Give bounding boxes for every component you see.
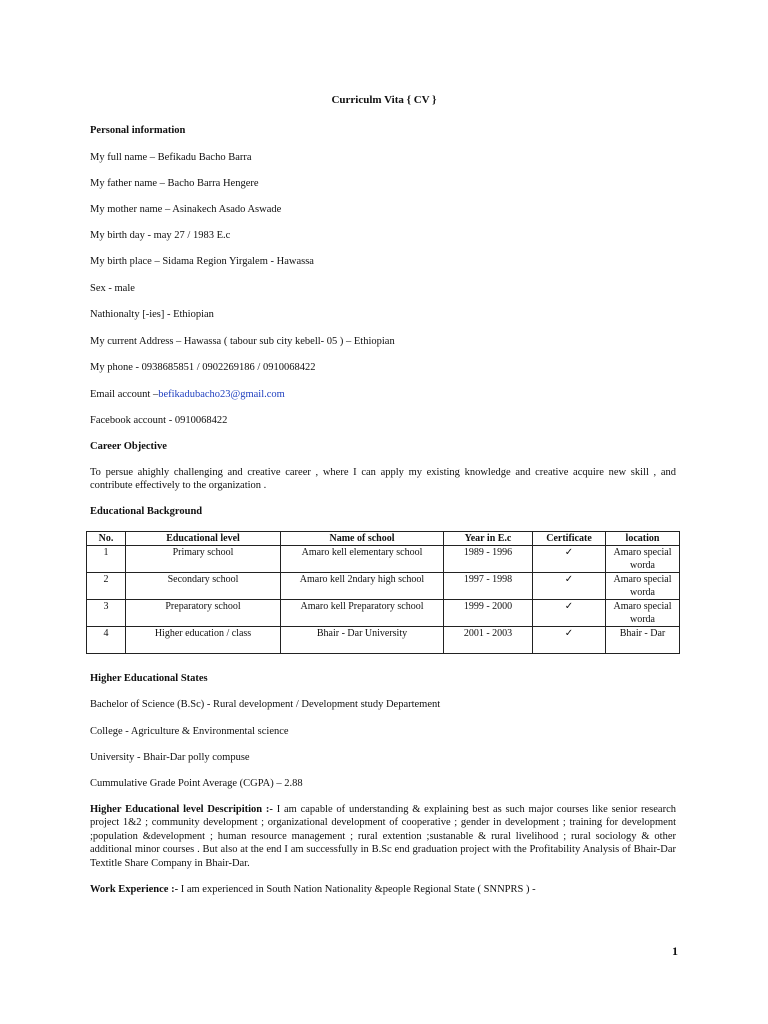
work-label: Work Experience :-: [90, 884, 179, 895]
cell-no: 4: [87, 627, 126, 654]
cell-school: Bhair - Dar University: [281, 627, 444, 654]
checkmark-icon: ✓: [533, 627, 606, 654]
education-table: [86, 531, 680, 654]
checkmark-icon: ✓: [533, 573, 606, 600]
cell-level: Higher education / class: [126, 627, 281, 654]
higher-education-heading: Higher Educational States: [90, 673, 208, 684]
cell-year: 1997 - 1998: [444, 573, 533, 600]
university-line: University - Bhair-Dar polly compuse: [90, 752, 250, 763]
checkmark-icon: ✓: [533, 600, 606, 627]
cell-no: 3: [87, 600, 126, 627]
checkmark-icon: ✓: [533, 546, 606, 573]
cell-level: Primary school: [126, 546, 281, 573]
document-title: Curriculm Vita { CV }: [331, 94, 437, 106]
birthplace-line: My birth place – Sidama Region Yirgalem - Hawassa: [90, 256, 314, 267]
description-paragraph: [90, 803, 676, 870]
work-experience-line: [90, 883, 536, 896]
education-heading: Educational Background: [90, 506, 203, 517]
table-row: [87, 600, 680, 627]
col-year: Year in E.c: [444, 532, 533, 546]
facebook-line: Facebook account - 0910068422: [90, 415, 228, 426]
table-row: [87, 627, 680, 654]
full-name-line: My full name – Befikadu Bacho Barra: [90, 152, 252, 163]
cell-year: 1999 - 2000: [444, 600, 533, 627]
cell-level: Preparatory school: [126, 600, 281, 627]
email-label: Email account –: [90, 389, 159, 400]
mother-name-line: My mother name – Asinakech Asado Aswade: [90, 204, 282, 215]
cgpa-line: Cummulative Grade Point Average (CGPA) – 2.88: [90, 778, 303, 789]
career-text: To persue ahighly challenging and creative career , where I can apply my existing knowledge and creative acquire new skill , and contribute effectively to the organization .: [90, 467, 676, 492]
table-row: [87, 573, 680, 600]
sex-line: Sex - male: [90, 283, 135, 294]
cell-school: Amaro kell Preparatory school: [281, 600, 444, 627]
cell-location: Amaro special worda: [606, 600, 680, 627]
cell-location: Amaro special worda: [606, 546, 680, 573]
cell-school: Amaro kell 2ndary high school: [281, 573, 444, 600]
cell-location: Amaro special worda: [606, 573, 680, 600]
cell-no: 1: [87, 546, 126, 573]
cell-year: 1989 - 1996: [444, 546, 533, 573]
table-header-row: [87, 532, 680, 546]
table-row: [87, 546, 680, 573]
col-level: Educational level: [126, 532, 281, 546]
phone-line: My phone - 0938685851 / 0902269186 / 0910068422: [90, 362, 316, 373]
col-no: No.: [87, 532, 126, 546]
career-heading: Career Objective: [90, 441, 167, 452]
col-location: location: [606, 532, 680, 546]
college-line: College - Agriculture & Environmental science: [90, 726, 289, 737]
col-school: Name of school: [281, 532, 444, 546]
description-text: I am capable of understanding & explaining best as such major courses like senior research project 1&2 ; community development ; organizational development of cooperative ; gender in development ; training for development ;population &development ; human resource management ; rural extention ;sustanable & rural livelihood ; rural sociology & other additional minor courses . But also at the end I am successfully in B.Sc end graduation project with the Profitability Analysis of Bhair-Dar Textitle Share Company in Bhair-Dar.: [90, 804, 677, 869]
page-number: 1: [672, 944, 678, 958]
col-certificate: Certificate: [533, 532, 606, 546]
cell-year: 2001 - 2003: [444, 627, 533, 654]
cell-no: 2: [87, 573, 126, 600]
degree-line: Bachelor of Science (B.Sc) - Rural development / Development study Departement: [90, 699, 441, 710]
cell-school: Amaro kell elementary school: [281, 546, 444, 573]
email-link[interactable]: befikadubacho23@gmail.com: [158, 389, 285, 400]
address-line: My current Address – Hawassa ( tabour sub city kebell- 05 ) – Ethiopian: [90, 336, 395, 347]
father-name-line: My father name – Bacho Barra Hengere: [90, 178, 259, 189]
birthday-line: My birth day - may 27 / 1983 E.c: [90, 230, 231, 241]
personal-info-heading: Personal information: [90, 125, 186, 136]
nationality-line: Nathionalty [-ies] - Ethiopian: [90, 309, 214, 320]
email-line: [90, 388, 285, 401]
work-text: I am experienced in South Nation Nationality &people Regional State ( SNNPRS ) -: [178, 884, 536, 895]
cell-level: Secondary school: [126, 573, 281, 600]
cell-location: Bhair - Dar: [606, 627, 680, 654]
description-label: Higher Educational level Descripition :-: [90, 804, 273, 815]
